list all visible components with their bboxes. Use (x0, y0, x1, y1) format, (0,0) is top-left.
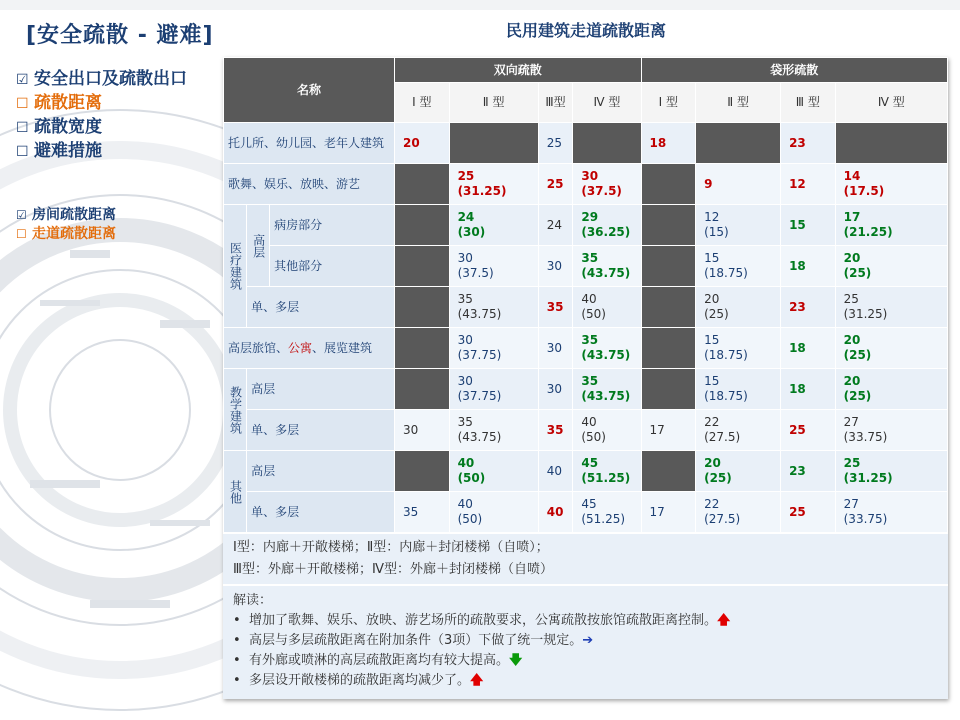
unchecked-box-icon: ☐ (16, 227, 27, 241)
type-header: Ⅱ 型 (449, 83, 538, 123)
value-cell (835, 410, 947, 451)
value-primary: 15 (789, 217, 806, 232)
value-cell (641, 123, 696, 164)
row-group-name: 医疗建筑 (224, 205, 247, 328)
interpretation-text: 增加了歌舞、娱乐、放映、游艺场所的疏散要求，公寓疏散按旅馆疏散距离控制。 (249, 613, 718, 628)
value-primary: 40 (457, 497, 473, 511)
empty-dark-cell (395, 205, 450, 246)
subnav-item-label: 房间疏散距离 (32, 207, 116, 223)
value-extended: (25) (843, 389, 872, 403)
value-primary: 30 (457, 374, 473, 388)
interpretation-item (233, 651, 938, 671)
value-primary: 35 (581, 333, 599, 347)
table-row (224, 246, 948, 287)
interpretation-item (233, 611, 938, 631)
value-cell (449, 205, 538, 246)
value-cell (538, 369, 573, 410)
value-cell (696, 492, 781, 533)
value-primary: 22 (704, 497, 720, 511)
value-primary: 35 (546, 422, 564, 437)
value-cell (781, 205, 836, 246)
value-primary: 40 (546, 504, 564, 519)
value-cell (449, 164, 538, 205)
table-row (224, 410, 948, 451)
empty-dark-cell (641, 451, 696, 492)
group-header-two-way: 双向疏散 (395, 58, 642, 83)
value-primary: 9 (704, 176, 713, 191)
value-primary: 20 (843, 374, 861, 388)
value-cell (781, 246, 836, 287)
value-cell (538, 246, 573, 287)
value-extended: (18.75) (704, 389, 748, 403)
value-cell (538, 123, 573, 164)
value-cell (781, 410, 836, 451)
value-cell (696, 369, 781, 410)
value-primary: 25 (546, 135, 563, 150)
value-primary: 15 (704, 333, 720, 347)
value-primary: 17 (649, 504, 665, 519)
value-extended: (50) (581, 307, 606, 321)
value-extended: (43.75) (581, 348, 631, 362)
value-primary: 17 (649, 422, 665, 437)
value-primary: 45 (581, 497, 597, 511)
value-extended: (43.75) (581, 266, 631, 280)
name-header: 名称 (224, 58, 395, 123)
value-cell (835, 246, 947, 287)
value-cell (835, 492, 947, 533)
subnav-item-label: 走道疏散距离 (32, 226, 116, 242)
value-primary: 22 (704, 415, 720, 429)
value-cell (449, 410, 538, 451)
row-name: 其他部分 (270, 246, 395, 287)
row-group-name: 其他 (224, 451, 247, 533)
table-row (224, 164, 948, 205)
value-primary: 12 (704, 210, 720, 224)
value-extended: (37.5) (581, 184, 622, 198)
value-extended: (18.75) (704, 266, 748, 280)
type-header: Ⅰ 型 (641, 83, 696, 123)
empty-dark-cell (395, 287, 450, 328)
value-primary: 18 (649, 135, 667, 150)
distance-table (223, 57, 948, 533)
empty-dark-cell (835, 123, 947, 164)
nav-item-distance[interactable] (16, 92, 187, 116)
value-primary: 40 (546, 463, 563, 478)
value-cell (835, 164, 947, 205)
empty-dark-cell (395, 164, 450, 205)
value-primary: 30 (546, 258, 563, 273)
value-cell (573, 451, 641, 492)
value-primary: 45 (581, 456, 599, 470)
value-cell (696, 246, 781, 287)
table-row (224, 451, 948, 492)
type-header: Ⅱ 型 (696, 83, 781, 123)
value-cell (449, 451, 538, 492)
subnav-item-room-distance[interactable] (16, 206, 116, 225)
value-primary: 12 (789, 176, 806, 191)
value-primary: 25 (843, 456, 861, 470)
value-cell (538, 451, 573, 492)
value-cell (573, 410, 641, 451)
value-extended: (30) (457, 225, 486, 239)
value-cell (538, 205, 573, 246)
empty-dark-cell (641, 205, 696, 246)
value-primary: 35 (457, 292, 473, 306)
value-cell (538, 492, 573, 533)
value-cell (449, 328, 538, 369)
value-primary: 35 (403, 504, 419, 519)
value-extended: (50) (581, 430, 606, 444)
value-cell (449, 246, 538, 287)
value-primary: 27 (843, 497, 859, 511)
value-cell (538, 410, 573, 451)
value-primary: 20 (704, 292, 720, 306)
row-group-name: 教学建筑 (224, 369, 247, 451)
value-primary: 24 (546, 217, 563, 232)
value-extended: (25) (843, 348, 872, 362)
value-primary: 25 (843, 292, 859, 306)
value-primary: 18 (789, 381, 806, 396)
type-legend (223, 533, 948, 584)
value-cell (835, 205, 947, 246)
value-primary: 23 (789, 135, 806, 150)
row-name (224, 328, 395, 369)
row-name: 病房部分 (270, 205, 395, 246)
row-name: 托儿所、幼儿园、老年人建筑 (224, 123, 395, 164)
value-cell (696, 410, 781, 451)
row-name: 单、多层 (247, 492, 395, 533)
value-extended: (43.75) (581, 389, 631, 403)
value-extended: (15) (704, 225, 729, 239)
value-cell (696, 205, 781, 246)
empty-dark-cell (395, 451, 450, 492)
value-primary: 20 (704, 456, 721, 470)
value-cell (573, 246, 641, 287)
value-primary: 25 (789, 422, 806, 437)
value-extended: (25) (704, 471, 732, 485)
value-cell (573, 287, 641, 328)
section-title: [安全疏散 - 避难] (26, 23, 214, 48)
value-primary: 35 (581, 251, 599, 265)
table-row (224, 287, 948, 328)
value-cell (538, 328, 573, 369)
row-name: 高层 (247, 369, 395, 410)
value-primary: 14 (843, 169, 861, 183)
value-extended: (50) (457, 471, 486, 485)
value-cell (573, 492, 641, 533)
interpretation-list (233, 611, 938, 691)
value-primary: 15 (704, 374, 720, 388)
value-extended: (37.75) (457, 348, 502, 362)
interpretation-item (233, 631, 938, 651)
value-primary: 25 (789, 504, 806, 519)
value-primary: 20 (403, 135, 420, 150)
value-cell (696, 451, 781, 492)
type-header: Ⅲ 型 (781, 83, 836, 123)
empty-dark-cell (641, 328, 696, 369)
value-primary: 35 (581, 374, 599, 388)
interpretation-text: 高层与多层疏散距离在附加条件（3项）下做了统一规定。 (249, 633, 583, 648)
table-row (224, 369, 948, 410)
value-extended: (37.75) (457, 389, 502, 403)
table-row (224, 492, 948, 533)
value-cell (781, 369, 836, 410)
value-primary: 30 (403, 422, 419, 437)
empty-dark-cell (641, 369, 696, 410)
value-primary: 23 (789, 299, 806, 314)
nav-item-exits[interactable] (16, 68, 187, 92)
row-subgroup-name: 高层 (247, 205, 270, 287)
interpretation-text: 多层设开敞楼梯的疏散距离均减少了。 (249, 673, 471, 688)
value-cell (573, 369, 641, 410)
value-cell (449, 287, 538, 328)
row-name-part: 、展览建筑 (312, 340, 373, 355)
value-extended: (50) (457, 512, 483, 526)
value-primary: 15 (704, 251, 720, 265)
type-header: Ⅳ 型 (835, 83, 947, 123)
value-primary: 30 (581, 169, 599, 183)
nav-item-label: 疏散宽度 (34, 117, 102, 137)
value-cell (781, 328, 836, 369)
value-primary: 20 (843, 251, 861, 265)
topic-nav (16, 68, 187, 164)
value-extended: (51.25) (581, 471, 631, 485)
content-panel (223, 57, 948, 699)
nav-item-width[interactable] (16, 116, 187, 140)
nav-item-label: 避难措施 (34, 141, 102, 161)
row-name: 单、多层 (247, 410, 395, 451)
empty-dark-cell (573, 123, 641, 164)
nav-item-refuge[interactable] (16, 140, 187, 164)
value-cell (835, 451, 947, 492)
nav-item-label: 疏散距离 (34, 93, 102, 113)
row-name-part: 公寓 (288, 340, 313, 355)
value-extended: (36.25) (581, 225, 631, 239)
value-extended: (37.5) (457, 266, 494, 280)
value-extended: (25) (843, 266, 872, 280)
bullet-icon: • (233, 653, 241, 668)
value-primary: 29 (581, 210, 599, 224)
value-extended: (33.75) (843, 430, 888, 444)
value-primary: 20 (843, 333, 861, 347)
value-cell (449, 492, 538, 533)
value-primary: 30 (546, 381, 563, 396)
legend-line: Ⅰ型：内廊＋开敞楼梯；Ⅱ型：内廊＋封闭楼梯（自喷）； (233, 540, 549, 555)
arrow-down-icon: 🡇 (509, 653, 523, 668)
sub-topic-nav (16, 206, 116, 244)
interpretation-heading: 解读： (233, 593, 273, 608)
empty-dark-cell (696, 123, 781, 164)
arrow-right-icon: ➔ (582, 633, 594, 648)
empty-dark-cell (641, 287, 696, 328)
value-primary: 35 (457, 415, 473, 429)
value-extended: (31.25) (843, 307, 888, 321)
table-row (224, 328, 948, 369)
value-extended: (33.75) (843, 512, 888, 526)
value-primary: 40 (581, 415, 597, 429)
value-cell (835, 287, 947, 328)
value-cell (781, 451, 836, 492)
value-cell (395, 410, 450, 451)
empty-dark-cell (395, 369, 450, 410)
interpretation-text: 有外廊或喷淋的高层疏散距离均有较大提高。 (249, 653, 510, 668)
value-cell (696, 328, 781, 369)
value-primary: 30 (546, 340, 563, 355)
value-primary: 40 (581, 292, 597, 306)
value-primary: 24 (457, 210, 475, 224)
value-cell (781, 492, 836, 533)
value-cell (538, 164, 573, 205)
value-cell (641, 410, 696, 451)
interpretation-item (233, 671, 938, 691)
group-header-dead-end: 袋形疏散 (641, 58, 947, 83)
empty-dark-cell (641, 164, 696, 205)
type-header: Ⅲ型 (538, 83, 573, 123)
value-primary: 35 (546, 299, 564, 314)
arrow-up-icon: 🡅 (470, 673, 484, 688)
value-cell (781, 287, 836, 328)
bullet-icon: • (233, 613, 241, 628)
row-name: 单、多层 (247, 287, 395, 328)
interpretation-box (223, 586, 948, 699)
value-cell (781, 123, 836, 164)
row-name-part: 高层旅馆、 (228, 340, 289, 355)
value-cell (696, 287, 781, 328)
value-extended: (31.25) (843, 471, 893, 485)
value-primary: 17 (843, 210, 861, 224)
value-primary: 40 (457, 456, 475, 470)
value-cell (696, 164, 781, 205)
value-extended: (21.25) (843, 225, 893, 239)
value-primary: 27 (843, 415, 859, 429)
value-cell (835, 369, 947, 410)
value-extended: (43.75) (457, 430, 502, 444)
table-row (224, 123, 948, 164)
value-extended: (27.5) (704, 512, 741, 526)
arrow-up-icon: 🡅 (717, 613, 731, 628)
value-cell (395, 492, 450, 533)
value-extended: (31.25) (457, 184, 507, 198)
unchecked-box-icon: ☐ (16, 144, 29, 160)
value-cell (573, 205, 641, 246)
bullet-icon: • (233, 633, 241, 648)
value-extended: (25) (704, 307, 729, 321)
value-primary: 18 (789, 340, 806, 355)
value-primary: 30 (457, 333, 473, 347)
checked-box-icon: ☑ (16, 72, 29, 88)
value-extended: (18.75) (704, 348, 748, 362)
row-name: 高层 (247, 451, 395, 492)
checked-box-icon: ☑ (16, 208, 27, 222)
value-cell (781, 164, 836, 205)
value-cell (573, 164, 641, 205)
value-extended: (17.5) (843, 184, 885, 198)
value-cell (573, 328, 641, 369)
value-cell (538, 287, 573, 328)
value-cell (835, 328, 947, 369)
value-cell (395, 123, 450, 164)
value-cell (449, 369, 538, 410)
value-primary: 25 (546, 176, 564, 191)
page-title: 民用建筑走道疏散距离 (505, 21, 666, 40)
empty-dark-cell (395, 246, 450, 287)
value-extended: (27.5) (704, 430, 741, 444)
type-header: Ⅰ 型 (395, 83, 450, 123)
value-primary: 25 (457, 169, 475, 183)
legend-line: Ⅲ型：外廊＋开敞楼梯；Ⅳ型：外廊＋封闭楼梯（自喷） (233, 562, 553, 577)
value-primary: 30 (457, 251, 473, 265)
subnav-item-corridor-distance[interactable] (16, 225, 116, 244)
value-extended: (43.75) (457, 307, 502, 321)
value-primary: 23 (789, 463, 806, 478)
table-row (224, 205, 948, 246)
type-header: Ⅳ 型 (573, 83, 641, 123)
empty-dark-cell (641, 246, 696, 287)
value-cell (641, 492, 696, 533)
unchecked-box-icon: ☐ (16, 120, 29, 136)
value-extended: (51.25) (581, 512, 626, 526)
empty-dark-cell (395, 328, 450, 369)
empty-dark-cell (449, 123, 538, 164)
row-name: 歌舞、娱乐、放映、游艺 (224, 164, 395, 205)
unchecked-box-icon: ☐ (16, 96, 29, 112)
value-primary: 18 (789, 258, 806, 273)
bullet-icon: • (233, 673, 241, 688)
nav-item-label: 安全出口及疏散出口 (34, 69, 187, 89)
